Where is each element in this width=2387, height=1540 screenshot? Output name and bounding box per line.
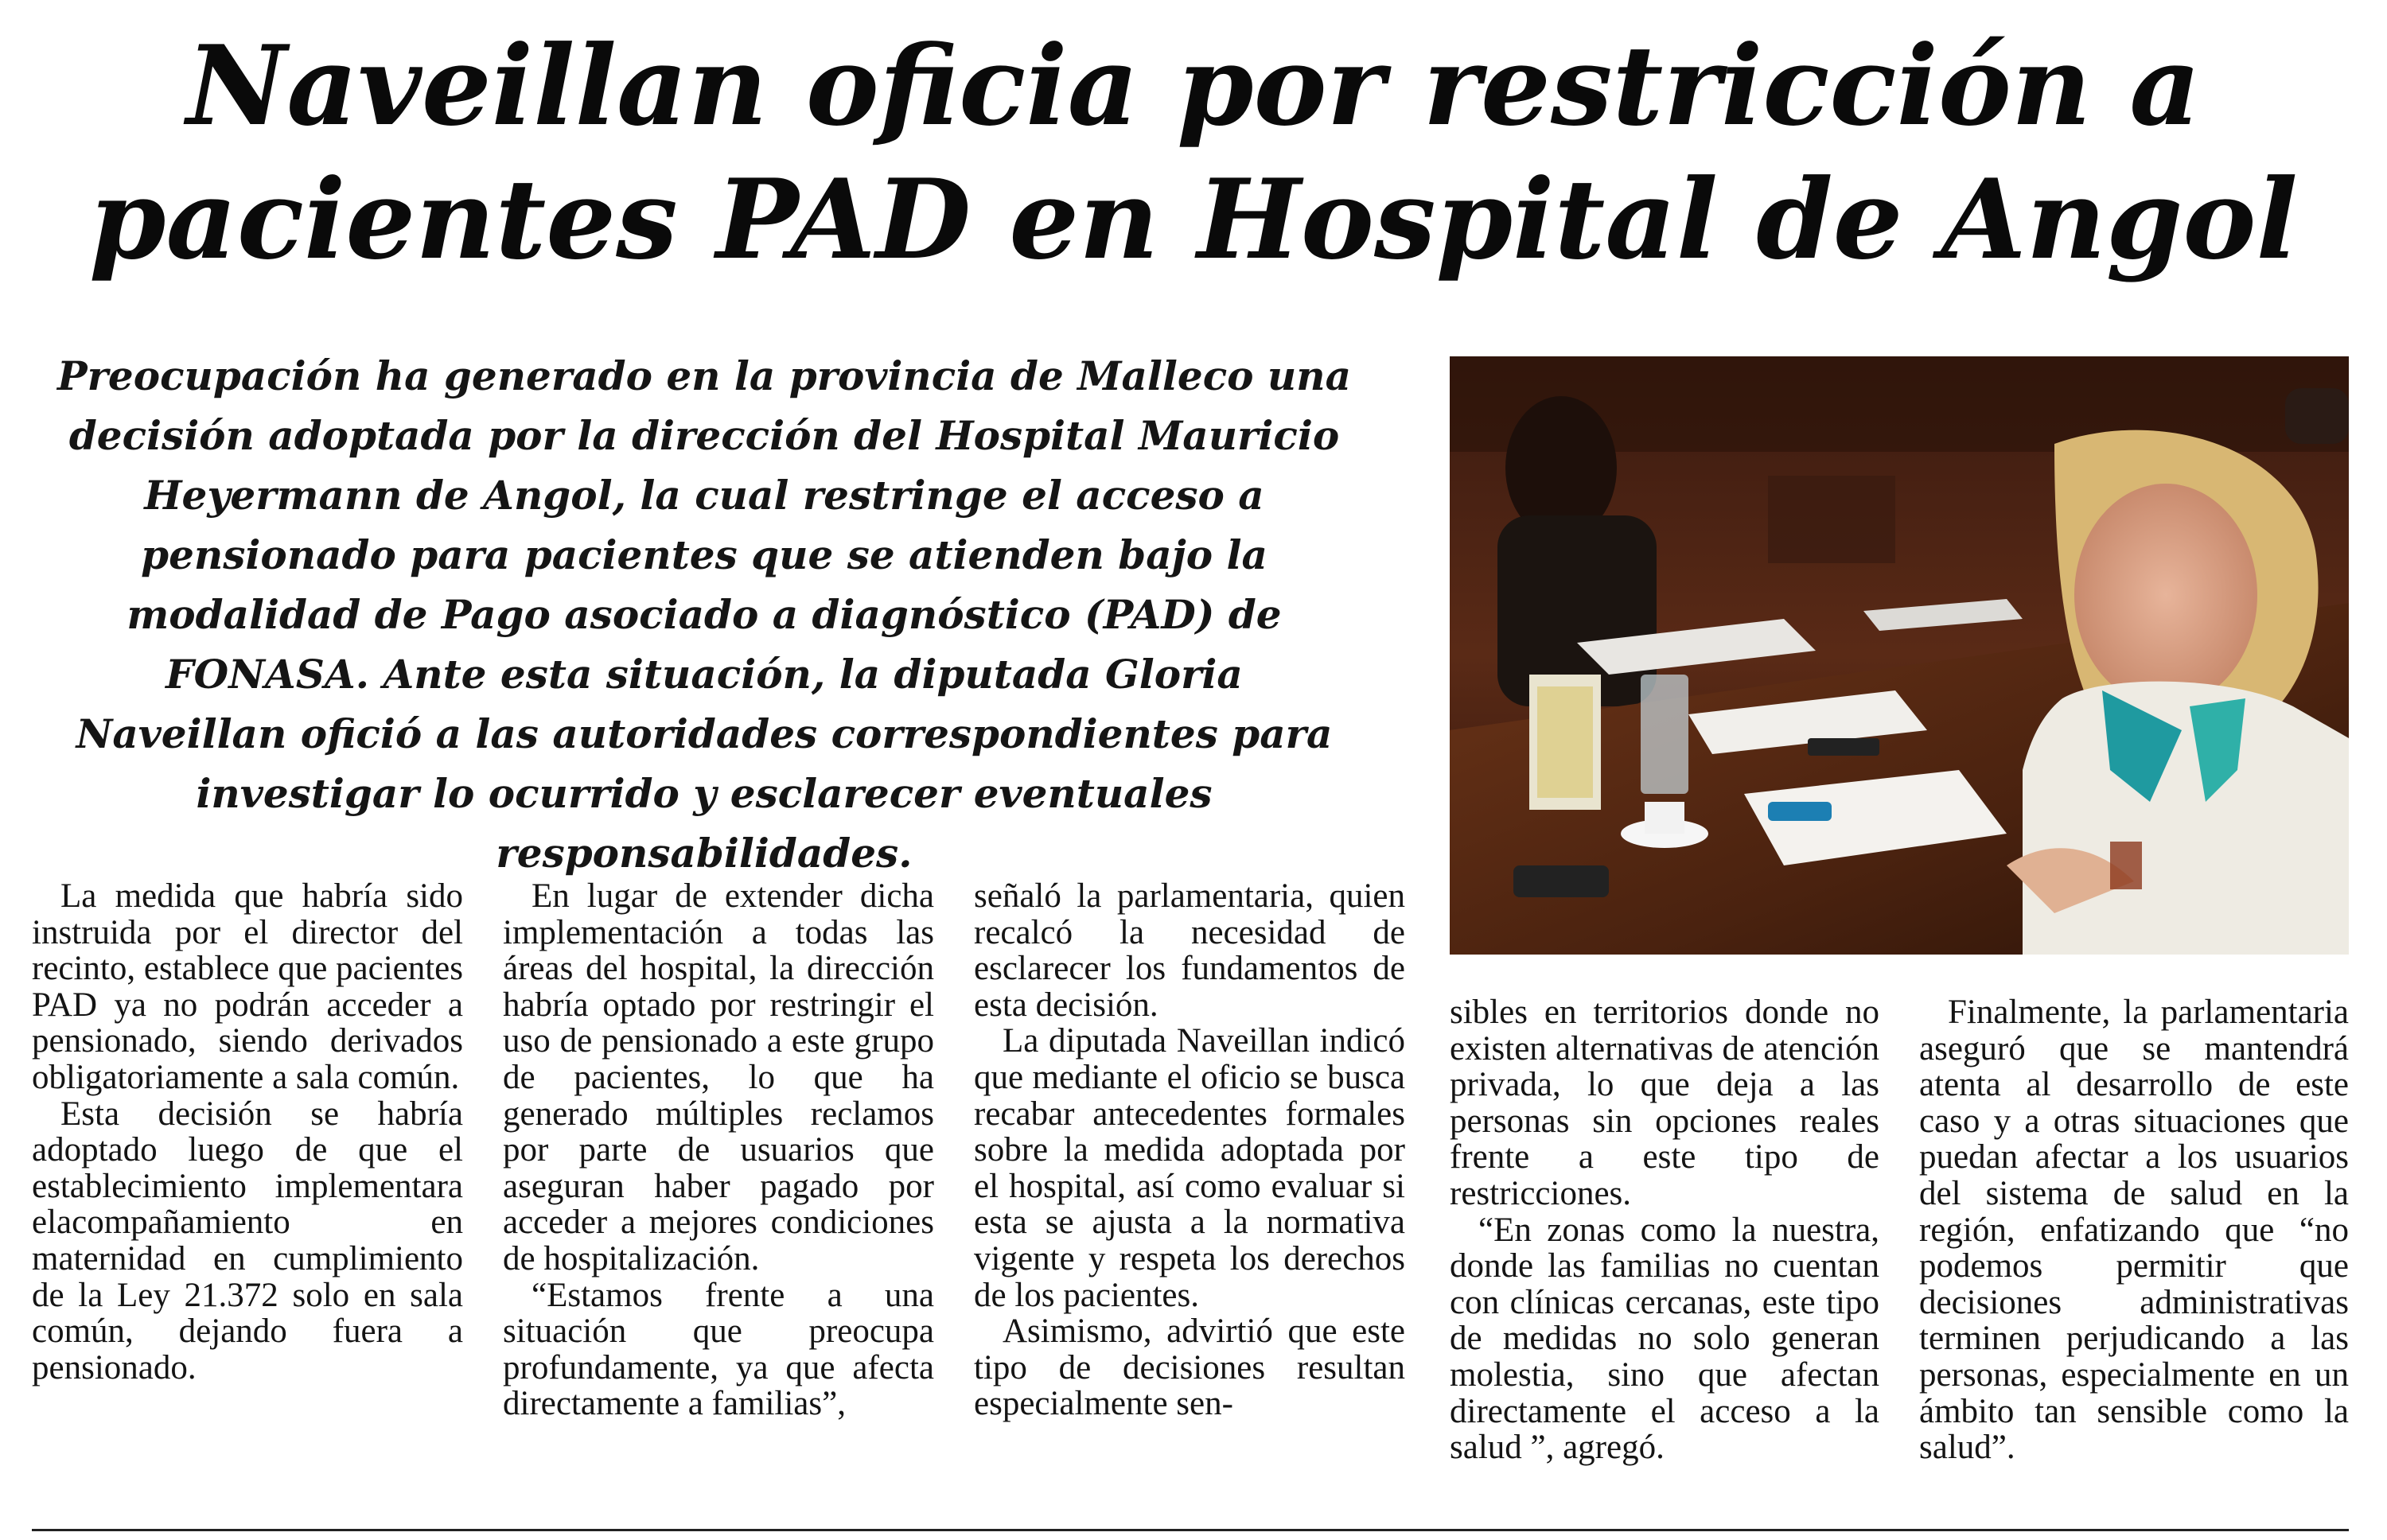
paragraph: Finalmente, la parlamentaria aseguró que se mantendrá atenta al desarrollo de este caso y a otras situaciones que puedan afectar a los usuarios del sistema de salud en la región, enfatizando que “no podemos permitir que decisiones administrativas terminen perjudicando a las personas, especialmente en un ámbito tan sensible como la salud”.: [1919, 994, 2349, 1467]
paragraph: En lugar de extender dicha implementación a todas las áreas del hospital, la dirección habría optado por restringir el uso de pensionado a este grupo de pacientes, lo que ha generado múltiples reclamos por parte de usuarios que aseguran haber pagado por acceder a mejores condiciones de hospitalización.: [503, 877, 934, 1278]
paragraph: “En zonas como la nuestra, donde las familias no cuentan con clínicas cercanas, este tipo de medidas no solo generan molestia, sino que afectan directamente el acceso a la salud ”, agregó.: [1450, 1211, 1879, 1467]
paragraph: señaló la parlamentaria, quien recalcó la necesidad de esclarecer los fundamentos de esta decisión.: [974, 877, 1405, 1024]
paragraph: La medida que habría sido instruida por el director del recinto, establece que pacientes PAD ya no podrán acceder a pensionado, siendo derivados obligatoriamente a sala común.: [32, 877, 463, 1096]
article-photo: [1450, 356, 2349, 955]
paragraph: Esta decisión se habría adoptado luego de que el establecimiento implementara elacompañamiento en maternidad en cumplimiento de la Ley 21.372 solo en sala común, dejando fuera a pensionado.: [32, 1095, 463, 1386]
paragraph: La diputada Naveillan indicó que mediante el oficio se busca recabar antecedentes formales sobre la medida adoptada por el hospital, así como evaluar si esta se ajusta a la normativa vigente y respeta los derechos de los pacientes.: [974, 1022, 1405, 1314]
article-column-5: [1919, 994, 2349, 1466]
article-column-1: [32, 878, 463, 1386]
paragraph: Asimismo, advirtió que este tipo de decisiones resultan especialmente sen-: [974, 1312, 1405, 1423]
article-column-2: [503, 878, 934, 1422]
bottom-rule: [32, 1529, 2349, 1531]
headline: Naveillan oficia por restricción a pacientes PAD en Hospital de Angol: [89, 21, 2298, 284]
article-column-3: [974, 878, 1405, 1422]
paragraph: sibles en territorios donde no existen alternativas de atención privada, lo que deja a las personas sin opciones reales frente a este tipo de restricciones.: [1450, 994, 1879, 1212]
paragraph: “Estamos frente a una situación que preocupa profundamente, ya que afecta directamente a familias”,: [503, 1276, 934, 1423]
lead-paragraph: Preocupación ha generado en la provincia de Malleco una decisión adoptada por la dirección del Hospital Mauricio Heyermann de Angol, la cual restringe el acceso a pensionado para pacientes que se atienden bajo la modalidad de Pago asociado a diagnóstico (PAD) de FONASA. Ante esta situación, la diputada Gloria Naveillan ofició a las autoridades correspondientes para investigar lo ocurrido y esclarecer eventuales responsabilidades.: [56, 352, 1352, 877]
article-column-4: [1450, 994, 1879, 1466]
